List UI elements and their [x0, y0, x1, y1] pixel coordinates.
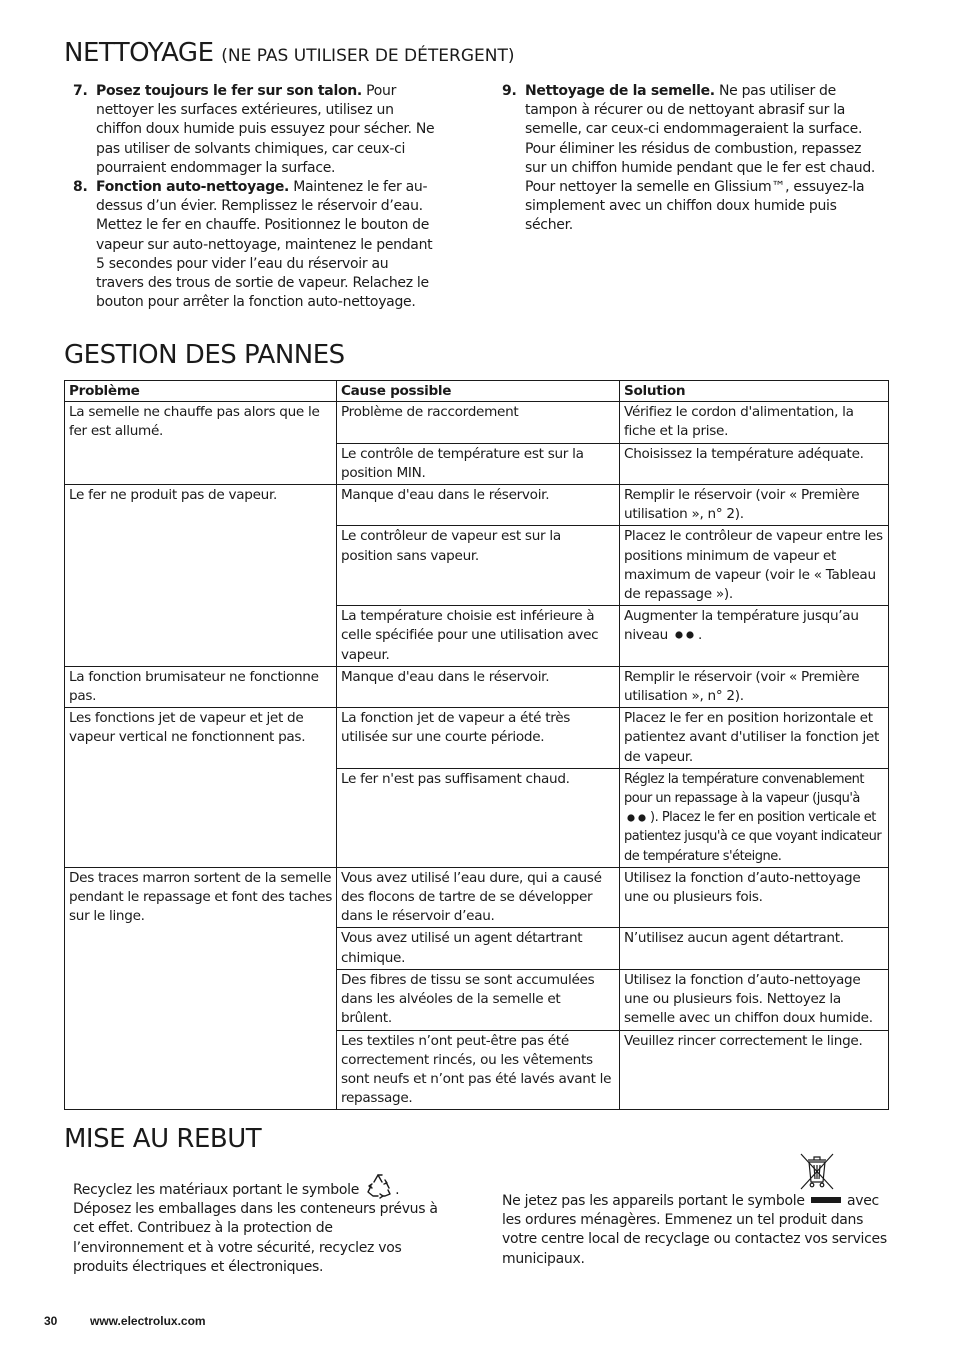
- cause-cell: Vous avez utilisé un agent détartrant chimique.: [337, 928, 620, 969]
- problem-cell: La semelle ne chauffe pas alors que le fer est allumé.: [65, 402, 337, 485]
- cause-cell: Problème de raccordement: [337, 402, 620, 443]
- solution-cell: Utilisez la fonction d’auto-nettoyage une ou plusieurs fois.: [620, 867, 889, 928]
- recycle-icon: [363, 1170, 395, 1200]
- solution-cell: Placez le fer en position horizontale et patientez avant d'utiliser la fonction jet de vapeur.: [620, 708, 889, 769]
- item-lead: Nettoyage de la semelle.: [525, 83, 715, 99]
- disposal-left: [73, 1170, 445, 1277]
- section-title-pannes: GESTION DES PANNES: [64, 340, 345, 370]
- cause-cell: Le contrôleur de vapeur est sur la position sans vapeur.: [337, 526, 620, 606]
- table-row: [65, 867, 889, 928]
- header-cause: Cause possible: [337, 381, 620, 402]
- item-text: Ne pas utiliser de tampon à récurer ou de nettoyant abrasif sur la semelle, car ceux-ci endommageraient la surface. Pour éliminer les résidus de combustion, repassez sur un chiffon humide pendant que le fer est chaud. Pour nettoyer la semelle en Glissium™, essuyez-la simplement avec un chiffon doux humide puis sécher.: [525, 83, 876, 234]
- cause-cell: Manque d'eau dans le réservoir.: [337, 485, 620, 526]
- cause-cell: La température choisie est inférieure à celle spécifiée pour une utilisation avec vapeur.: [337, 606, 620, 667]
- problem-cell: Les fonctions jet de vapeur et jet de vapeur vertical ne fonctionnent pas.: [65, 708, 337, 868]
- list-item: [493, 82, 885, 236]
- cause-cell: Les textiles n’ont peut-être pas été correctement rincés, ou les vêtements sont neufs et n’ont pas été lavés avant le repassage.: [337, 1030, 620, 1110]
- header-solution: Solution: [620, 381, 889, 402]
- solution-text-end: .: [697, 627, 703, 644]
- item-number: 9.: [502, 83, 517, 99]
- title-subtitle: (NE PAS UTILISER DE DÉTERGENT): [221, 46, 515, 66]
- cause-cell: La fonction jet de vapeur a été très utilisée sur une courte période.: [337, 708, 620, 769]
- section-title-nettoyage: [64, 40, 514, 66]
- solution-cell: N’utilisez aucun agent détartrant.: [620, 928, 889, 969]
- list-item: [64, 82, 439, 178]
- item-lead: Posez toujours le fer sur son talon.: [96, 83, 362, 99]
- solution-cell: Remplir le réservoir (voir « Première utilisation », n° 2).: [620, 666, 889, 707]
- page-number: 30: [44, 1314, 58, 1328]
- item-text: Pour nettoyer les surfaces extérieures, utilisez un chiffon doux humide puis essuyez pour sécher. Ne pas utiliser de solvants chimiques, car ceux-ci pourraient endommager la surface.: [96, 83, 435, 176]
- problem-cell: La fonction brumisateur ne fonctionne pas.: [65, 666, 337, 707]
- section-title-rebut: MISE AU REBUT: [64, 1124, 262, 1154]
- solution-cell: [620, 768, 889, 867]
- cause-cell: Vous avez utilisé l’eau dure, qui a causé des flocons de tartre de se développer dans le réservoir d’eau.: [337, 867, 620, 928]
- table-row: [65, 666, 889, 707]
- cleaning-column-left: [64, 82, 439, 312]
- solution-cell: Vérifiez le cordon d'alimentation, la fiche et la prise.: [620, 402, 889, 443]
- disposal-left-text-a: Recyclez les matériaux portant le symbole: [73, 1182, 360, 1198]
- table-row: [65, 402, 889, 443]
- list-item: [64, 178, 439, 312]
- disposal-right-text-b: avec les ordures ménagères. Emmenez un tel produit dans votre centre local de recyclage ou contactez vos services municipaux.: [502, 1193, 887, 1267]
- solution-cell: Veuillez rincer correctement le linge.: [620, 1030, 889, 1110]
- solution-cell: Choisissez la température adéquate.: [620, 443, 889, 484]
- crossed-bin-icon: [799, 1152, 835, 1192]
- disposal-right-text-a: Ne jetez pas les appareils portant le symbole: [502, 1193, 805, 1209]
- item-lead: Fonction auto-nettoyage.: [96, 179, 290, 196]
- table-header-row: [65, 381, 889, 402]
- title-text: NETTOYAGE: [64, 38, 214, 68]
- header-problem: Problème: [65, 381, 337, 402]
- solution-cell: [620, 606, 889, 667]
- item-number: 8.: [73, 179, 88, 196]
- table-row: [65, 708, 889, 769]
- solution-cell: Remplir le réservoir (voir « Première utilisation », n° 2).: [620, 485, 889, 526]
- item-number: 7.: [73, 83, 88, 99]
- solution-text: Augmenter la température jusqu’au niveau: [624, 608, 859, 644]
- cause-cell: Le fer n'est pas suffisament chaud.: [337, 768, 620, 867]
- problem-cell: Des traces marron sortent de la semelle pendant le repassage et font des taches sur le linge.: [65, 867, 337, 1109]
- disposal-right: [502, 1189, 887, 1269]
- footer-url: www.electrolux.com: [90, 1314, 206, 1328]
- cause-cell: Le contrôle de température est sur la position MIN.: [337, 443, 620, 484]
- two-dot-temperature-icon: [626, 813, 648, 823]
- solution-cell: Utilisez la fonction d’auto-nettoyage une ou plusieurs fois. Nettoyez la semelle avec un chiffon doux humide.: [620, 969, 889, 1030]
- item-text: Maintenez le fer au-dessus d’un évier. Remplissez le réservoir d’eau. Mettez le fer en chauffe. Positionnez le bouton de vapeur sur auto-nettoyage, maintenez le pendant 5 secondes pour vider l’eau du réservoir au travers des trous de sortie de vapeur. Relachez le bouton pour arrêter la fonction auto-nettoyage.: [96, 179, 433, 311]
- cause-cell: Manque d'eau dans le réservoir.: [337, 666, 620, 707]
- problem-cell: Le fer ne produit pas de vapeur.: [65, 485, 337, 667]
- disposal-left-text-b: . Déposez les emballages dans les conteneurs prévus à cet effet. Contribuez à la protection de l’environnement et à votre sécurité, recyclez vos produits électriques et électroniques.: [73, 1182, 438, 1275]
- solution-text-end: ). Placez le fer en position verticale et patientez jusqu'à ce que voyant indicateur de température s'éteigne.: [624, 810, 882, 864]
- two-dot-temperature-icon: [674, 630, 696, 640]
- troubleshooting-table: [64, 380, 889, 1110]
- cleaning-column-right: [493, 82, 885, 236]
- solution-text: Réglez la température convenablement pour un repassage à la vapeur (jusqu'à: [624, 771, 864, 807]
- table-row: [65, 485, 889, 526]
- solution-cell: Placez le contrôleur de vapeur entre les positions minimum de vapeur et maximum de vapeur (voir le « Tableau de repassage »).: [620, 526, 889, 606]
- cause-cell: Des fibres de tissu se sont accumulées dans les alvéoles de la semelle et brûlent.: [337, 969, 620, 1030]
